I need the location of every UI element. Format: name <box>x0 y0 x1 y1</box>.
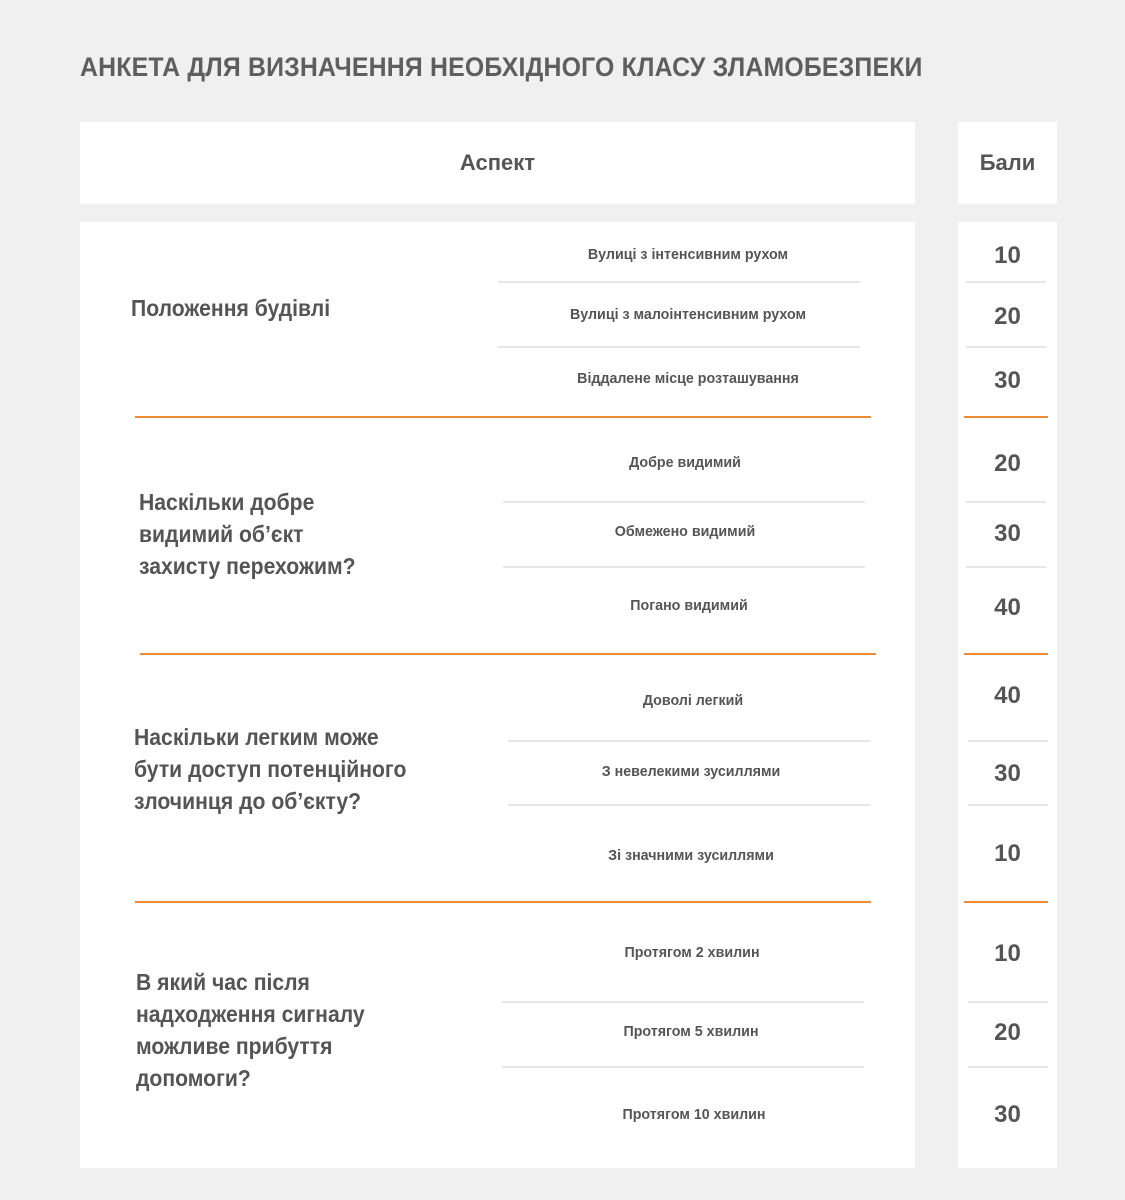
points-divider <box>968 1066 1048 1068</box>
question-2 <box>139 486 356 582</box>
option-label: З невелекими зусиллями <box>601 763 781 780</box>
points-value: 10 <box>994 840 1021 867</box>
section-divider <box>964 416 1048 418</box>
points-value: 30 <box>994 367 1021 394</box>
section-divider <box>964 901 1048 903</box>
question-4 <box>136 966 365 1094</box>
option-label: Добре видимий <box>629 454 741 471</box>
points-header <box>958 122 1057 204</box>
question-line: бути доступ потенційного <box>134 756 407 782</box>
aspect-header <box>80 122 915 204</box>
page-title: АНКЕТА ДЛЯ ВИЗНАЧЕННЯ НЕОБХІДНОГО КЛАСУ ЗЛАМОБЕЗПЕКИ <box>80 52 923 82</box>
question-3 <box>134 721 406 817</box>
section-divider <box>964 653 1048 655</box>
points-value: 10 <box>994 940 1021 967</box>
points-value: 10 <box>994 242 1021 269</box>
points-value: 40 <box>994 682 1021 709</box>
option-divider <box>502 1001 864 1003</box>
option-label: Зі значними зусиллями <box>608 847 774 864</box>
option-label: Обмежено видимий <box>614 523 756 540</box>
points-divider <box>968 1001 1048 1003</box>
points-divider <box>968 740 1048 742</box>
option-divider <box>503 566 865 568</box>
section-divider <box>135 901 871 903</box>
question-line: Положення будівлі <box>131 295 331 321</box>
option-divider <box>498 281 860 283</box>
points-divider <box>966 501 1046 503</box>
option-divider <box>502 1066 864 1068</box>
question-line: видимий об’єкт <box>139 521 304 547</box>
points-divider <box>966 346 1046 348</box>
option-label: Вулиці з інтенсивним рухом <box>587 246 789 263</box>
option-label: Віддалене місце розташування <box>577 370 799 387</box>
question-line: захисту перехожим? <box>139 553 356 579</box>
option-label: Протягом 10 хвилин <box>622 1106 766 1123</box>
points-divider <box>966 566 1046 568</box>
option-label: Протягом 2 хвилин <box>624 944 760 961</box>
question-line: В який час після <box>136 969 310 995</box>
option-divider <box>503 501 865 503</box>
question-line: надходження сигналу <box>136 1001 365 1027</box>
section-divider <box>135 416 871 418</box>
option-label: Погано видимий <box>630 597 748 614</box>
question-line: допомоги? <box>136 1065 251 1091</box>
points-value: 20 <box>994 450 1021 477</box>
points-value: 30 <box>994 760 1021 787</box>
points-header-label: Бали <box>979 150 1036 175</box>
points-value: 30 <box>994 1101 1021 1128</box>
points-value: 20 <box>994 303 1021 330</box>
question-1 <box>131 292 330 324</box>
question-line: можливе прибуття <box>136 1033 333 1059</box>
question-line: Наскільки добре <box>139 489 315 515</box>
points-value: 40 <box>994 594 1021 621</box>
points-value: 30 <box>994 520 1021 547</box>
option-label: Доволі легкий <box>642 692 744 709</box>
question-line: злочинця до об’єкту? <box>134 788 362 814</box>
option-divider <box>498 346 860 348</box>
section-divider <box>140 653 876 655</box>
option-label: Вулиці з малоінтенсивним рухом <box>569 306 807 323</box>
question-line: Наскільки легким може <box>134 724 379 750</box>
aspect-header-label: Аспект <box>459 150 536 175</box>
points-divider <box>968 804 1048 806</box>
option-label: Протягом 5 хвилин <box>623 1023 759 1040</box>
points-divider <box>966 281 1046 283</box>
option-divider <box>508 740 870 742</box>
option-divider <box>508 804 870 806</box>
points-value: 20 <box>994 1019 1021 1046</box>
